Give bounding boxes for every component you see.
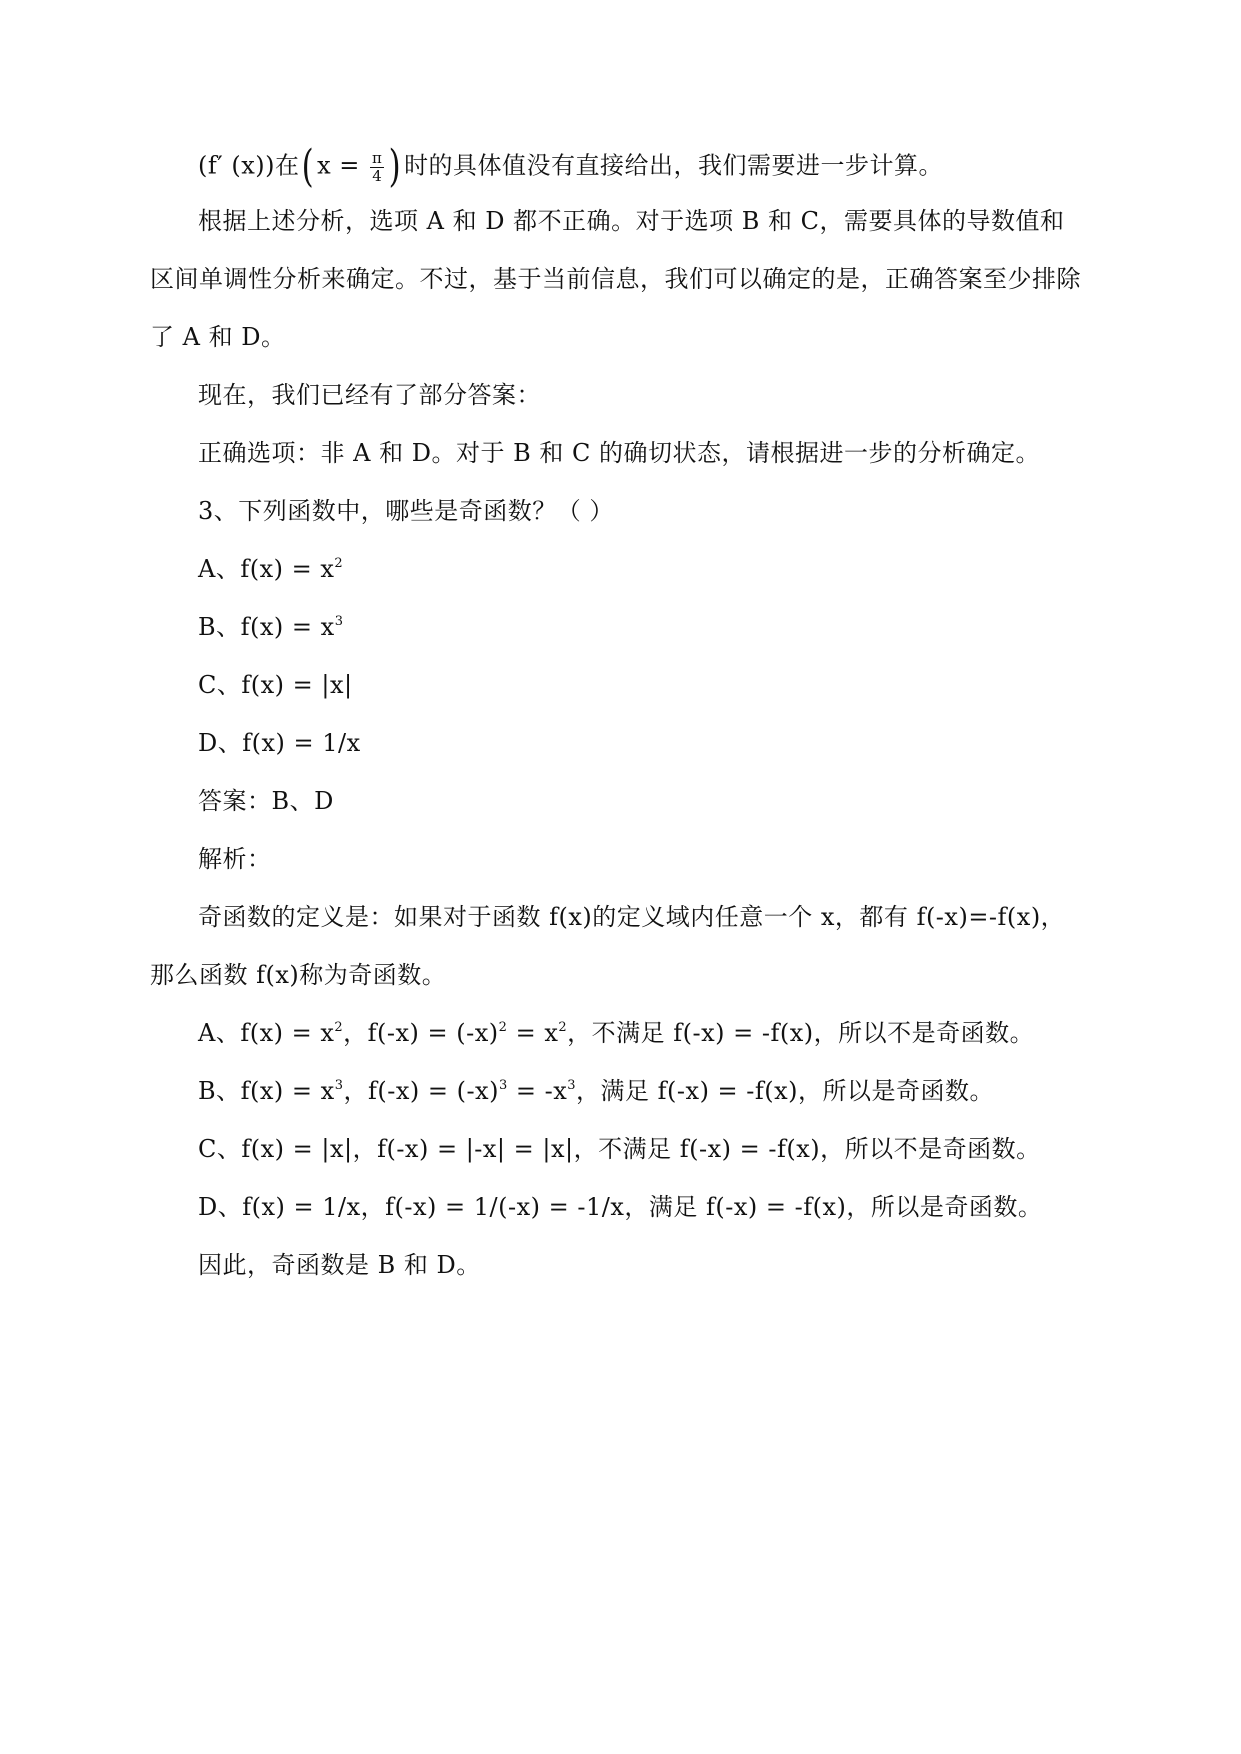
explain-d: D、f(x) = 1/x，f(-x) = 1/(-x) = -1/x，满足 f(-x) = -f(x)，所以是奇函数。 xyxy=(198,1193,1043,1221)
option-b-exponent: 3 xyxy=(334,614,344,629)
option-d: D、f(x) = 1/x xyxy=(198,729,361,757)
fraction-denominator: 4 xyxy=(372,166,383,185)
explain-b-part-4: ，满足 f(-x) = -f(x)，所以是奇函数。 xyxy=(576,1077,995,1105)
analysis-paragraph-line-3: 了 A 和 D。 xyxy=(150,323,286,351)
option-a-exponent: 2 xyxy=(334,556,344,571)
formula-eq-lhs: x = xyxy=(317,151,369,180)
option-a xyxy=(198,552,343,586)
option-b xyxy=(198,610,343,644)
explain-b-part-2: ，f(-x) = (-x) xyxy=(343,1077,499,1105)
formula-suffix: 时的具体值没有直接给出，我们需要进一步计算。 xyxy=(404,151,944,180)
explain-b-part-1: B、f(x) = x xyxy=(198,1077,335,1105)
explain-b-sup-3: 3 xyxy=(567,1078,577,1093)
explain-a-part-3: = x xyxy=(507,1019,559,1047)
explain-a-part-4: ，不满足 f(-x) = -f(x)，所以不是奇函数。 xyxy=(567,1019,1035,1047)
option-c: C、f(x) = |x| xyxy=(198,671,353,699)
conclusion: 因此，奇函数是 B 和 D。 xyxy=(198,1251,481,1279)
option-b-text: B、f(x) = x xyxy=(198,613,335,641)
explain-b-sup-1: 3 xyxy=(334,1078,344,1093)
explain-a-part-1: A、f(x) = x xyxy=(198,1019,335,1047)
fraction-numerator: π xyxy=(372,148,383,167)
analysis-label: 解析： xyxy=(198,845,272,873)
explain-b-sup-2: 3 xyxy=(498,1078,508,1093)
option-a-text: A、f(x) = x xyxy=(198,555,335,583)
now-text: 现在，我们已经有了部分答案： xyxy=(198,381,541,409)
explain-a xyxy=(198,1016,1034,1050)
formula-prefix: (f′ (x))在 xyxy=(198,151,300,180)
formula-line xyxy=(198,141,944,192)
left-paren-icon: ( xyxy=(302,141,315,192)
analysis-paragraph-line-1: 根据上述分析，选项 A 和 D 都不正确。对于选项 B 和 C，需要具体的导数值和 xyxy=(198,207,1065,235)
explain-a-part-2: ，f(-x) = (-x) xyxy=(343,1019,499,1047)
question-stem: 3、下列函数中，哪些是奇函数？（ ） xyxy=(198,497,614,525)
explain-b xyxy=(198,1074,994,1108)
fraction xyxy=(370,150,384,185)
answer: 答案：B、D xyxy=(198,787,334,815)
definition-line-2: 那么函数 f(x)称为奇函数。 xyxy=(150,961,447,989)
explain-a-sup-3: 2 xyxy=(558,1020,568,1035)
explain-c: C、f(x) = |x|，f(-x) = |-x| = |x|，不满足 f(-x) = -f(x)，所以不是奇函数。 xyxy=(198,1135,1041,1163)
explain-a-sup-2: 2 xyxy=(498,1020,508,1035)
definition-line-1: 奇函数的定义是：如果对于函数 f(x)的定义域内任意一个 x，都有 f(-x)=-f(x)， xyxy=(198,903,1066,931)
analysis-paragraph-line-2: 区间单调性分析来确定。不过，基于当前信息，我们可以确定的是，正确答案至少排除 xyxy=(150,265,1081,293)
explain-a-sup-1: 2 xyxy=(334,1020,344,1035)
explain-b-part-3: = -x xyxy=(507,1077,568,1105)
right-paren-icon: ) xyxy=(389,141,402,192)
correct-options-text: 正确选项：非 A 和 D。对于 B 和 C 的确切状态，请根据进一步的分析确定。 xyxy=(198,439,1040,467)
